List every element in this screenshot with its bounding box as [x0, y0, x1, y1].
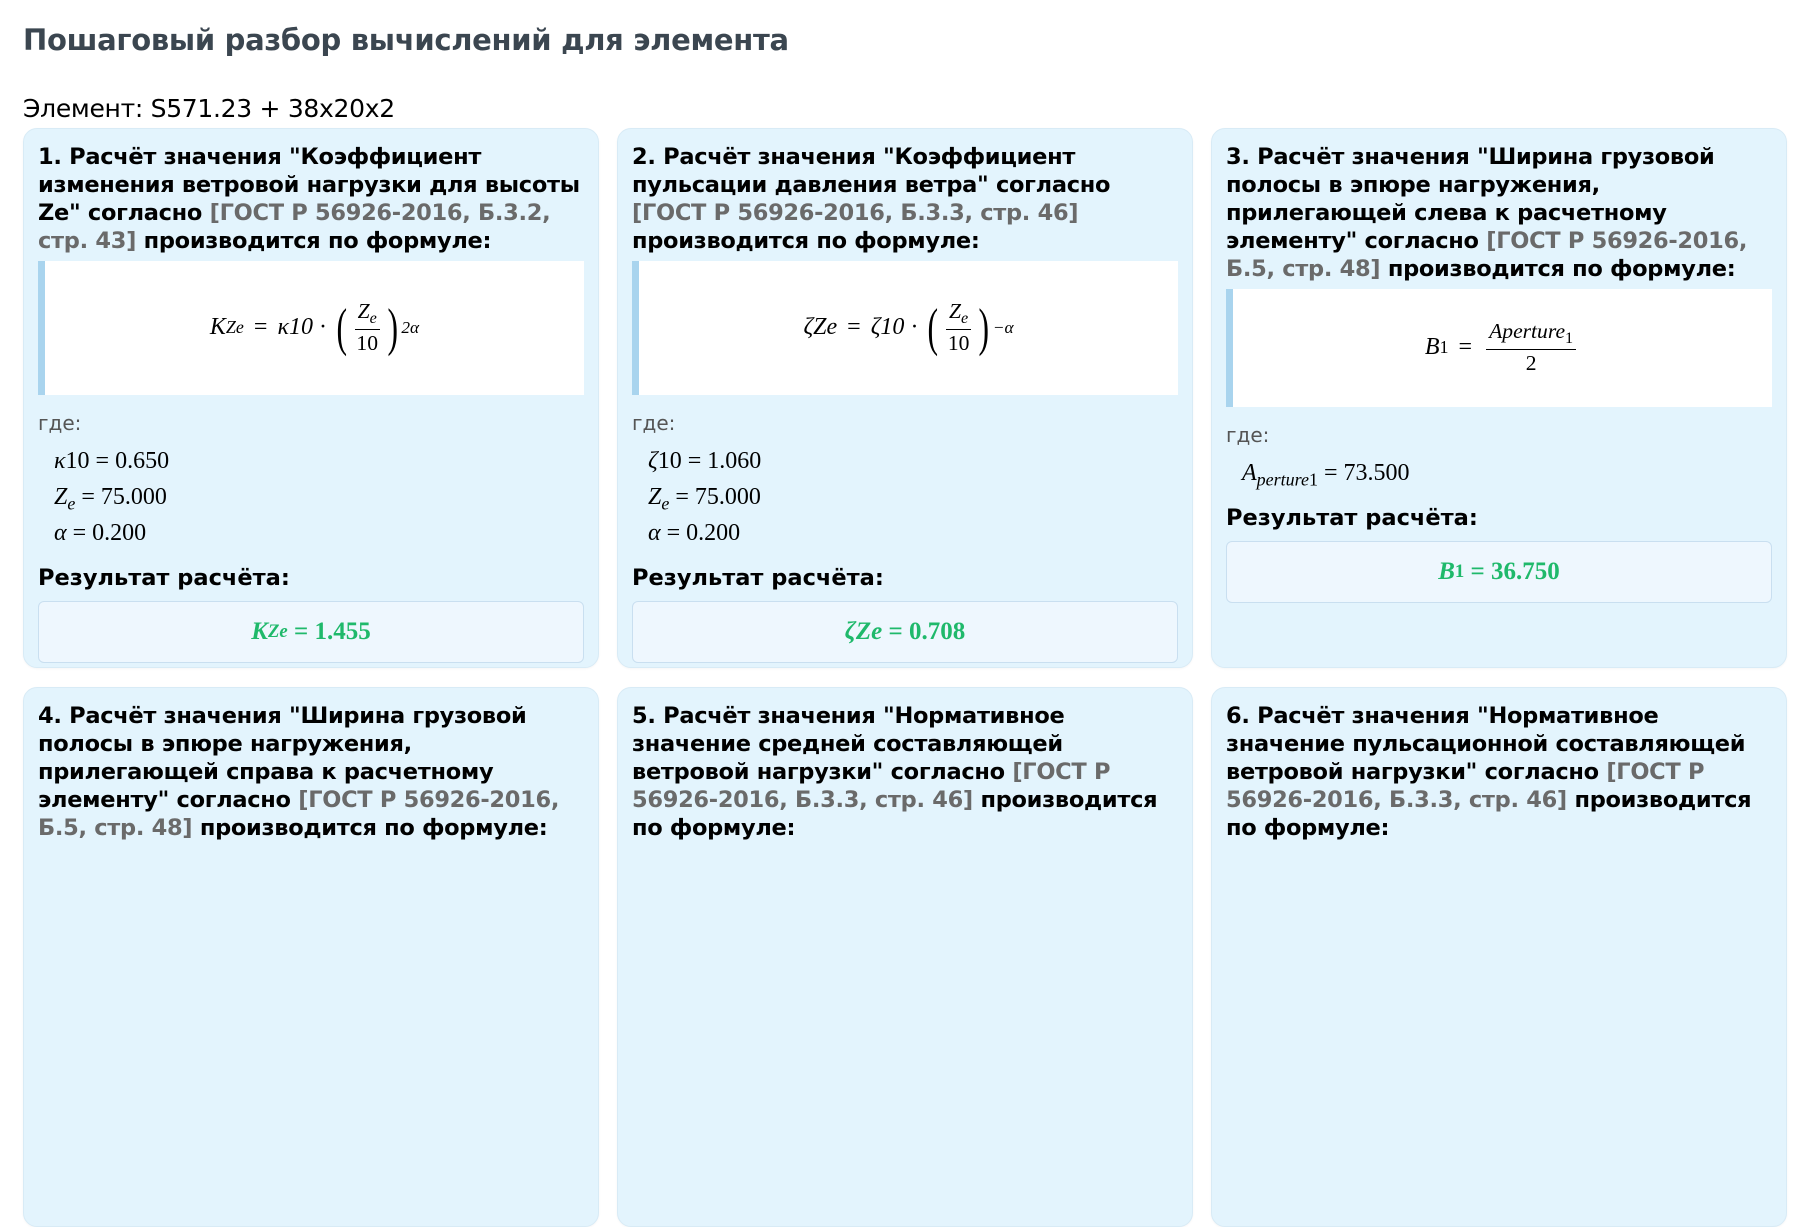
- result-box: K Ze = 1.455: [38, 601, 584, 663]
- step-title: [1226, 143, 1772, 283]
- step-description: Расчёт значения "Коэффициент изменения ветровой нагрузки для высоты Ze" согласно: [38, 144, 580, 226]
- variable-row: $Z_e = 75.000$: [54, 484, 167, 514]
- where-label: где:: [632, 411, 676, 435]
- standard-reference: [ГОСТ Р 56926-2016, Б.3.3, стр. 46]: [632, 759, 1111, 813]
- variable-row: κ10 = 0.650: [54, 448, 170, 474]
- result-box: ζ Ze = 0.708: [632, 601, 1178, 663]
- step-title: [632, 143, 1178, 255]
- steps-grid: [23, 128, 1776, 1227]
- step-description: Расчёт значения "Коэффициент пульсации давления ветра" согласно: [632, 144, 1111, 198]
- variables-list: [648, 443, 1178, 551]
- step-description: Расчёт значения "Ширина грузовой полосы в эпюре нагружения, прилегающей справа к расчетному элементу" согласно: [38, 703, 527, 813]
- step-card-3: [1211, 128, 1787, 668]
- step-formula-intro: производится по формуле:: [199, 815, 548, 841]
- variable-row: ζ10 = 1.060: [648, 448, 762, 474]
- step-card-2: [617, 128, 1193, 668]
- step-number: 2.: [632, 144, 656, 170]
- step-card-1: [23, 128, 599, 668]
- step-number: 1.: [38, 144, 62, 170]
- formula: B 1 = $\frac{Aperture_1}{2}$: [1425, 320, 1580, 376]
- step-description: Расчёт значения "Ширина грузовой полосы в эпюре нагружения, прилегающей слева к расчетному элементу" согласно: [1226, 144, 1715, 254]
- step-card-5: [617, 687, 1193, 1227]
- formula-box: [1226, 289, 1772, 407]
- result-box: B 1 = 36.750: [1226, 541, 1772, 603]
- formula: ζ Ze = ζ10 · ( $\frac{Z_e}{10}$ ) −α: [803, 298, 1014, 357]
- formula-box: [632, 261, 1178, 395]
- variable-row: α = 0.200: [54, 520, 147, 546]
- step-title: [38, 702, 584, 842]
- standard-reference: [ГОСТ Р 56926-2016, Б.5, стр. 48]: [38, 787, 560, 841]
- page-title: Пошаговый разбор вычислений для элемента: [23, 23, 789, 57]
- formula: K Ze = κ10 · ( $\frac{Z_e}{10}$ ) 2α: [209, 298, 420, 357]
- step-description: Расчёт значения "Нормативное значение пульсационной составляющей ветровой нагрузки" согласно: [1226, 703, 1746, 785]
- step-formula-intro: производится по формуле:: [143, 228, 492, 254]
- step-formula-intro: производится по формуле:: [1226, 787, 1752, 841]
- step-formula-intro: производится по формуле:: [632, 228, 980, 254]
- step-number: 3.: [1226, 144, 1250, 170]
- where-label: где:: [38, 411, 82, 435]
- step-number: 4.: [38, 703, 62, 729]
- step-formula-intro: производится по формуле:: [632, 787, 1158, 841]
- step-card-4: [23, 687, 599, 1227]
- variable-row: α = 0.200: [648, 520, 741, 546]
- variables-list: [1242, 455, 1772, 491]
- formula-box: [38, 261, 584, 395]
- result-label: Результат расчёта:: [38, 565, 290, 591]
- step-description: Расчёт значения "Нормативное значение средней составляющей ветровой нагрузки" согласно: [632, 703, 1065, 785]
- result-label: Результат расчёта:: [1226, 505, 1478, 531]
- element-label: Элемент: S571.23 + 38x20x2: [23, 94, 395, 123]
- step-title: [38, 143, 584, 255]
- variables-list: [54, 443, 584, 551]
- step-formula-intro: производится по формуле:: [1387, 256, 1736, 282]
- step-title: [632, 702, 1178, 842]
- step-number: 5.: [632, 703, 656, 729]
- result-label: Результат расчёта:: [632, 565, 884, 591]
- standard-reference: [ГОСТ Р 56926-2016, Б.5, стр. 48]: [1226, 228, 1748, 282]
- standard-reference: [ГОСТ Р 56926-2016, Б.3.2, стр. 43]: [38, 200, 551, 254]
- where-label: где:: [1226, 423, 1270, 447]
- standard-reference: [ГОСТ Р 56926-2016, Б.3.3, стр. 46]: [1226, 759, 1705, 813]
- variable-row: $A_{perture1} = 73.500$: [1242, 460, 1410, 490]
- standard-reference: [ГОСТ Р 56926-2016, Б.3.3, стр. 46]: [632, 200, 1079, 226]
- step-number: 6.: [1226, 703, 1250, 729]
- step-card-6: [1211, 687, 1787, 1227]
- variable-row: $Z_e = 75.000$: [648, 484, 761, 514]
- step-title: [1226, 702, 1772, 842]
